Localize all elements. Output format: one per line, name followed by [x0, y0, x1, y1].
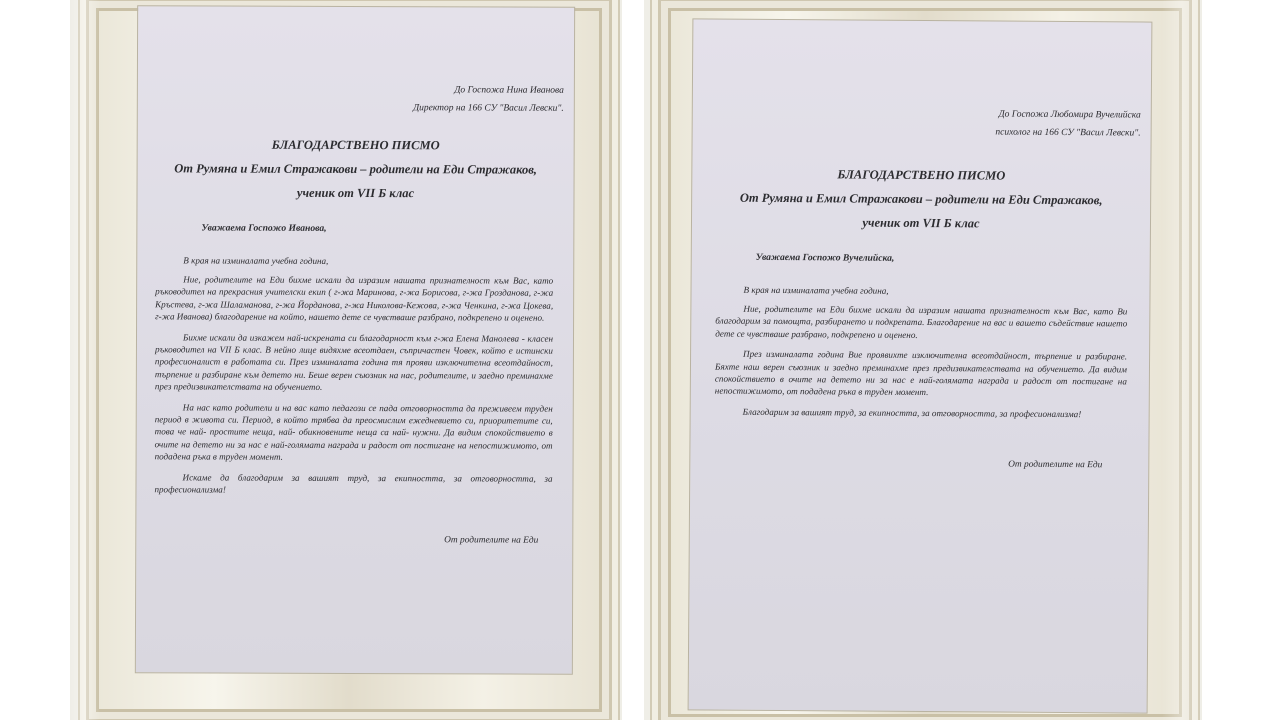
recipient-name: До Госпожа Нина Иванова: [454, 85, 564, 96]
recipient-block: [138, 78, 574, 116]
signature: От родителите на Еди: [1008, 459, 1103, 471]
recipient-name: До Госпожа Любомира Вучелийска: [998, 109, 1141, 121]
title-line-2: От Румяна и Емил Стражакови – родители на Еди Стражаков,: [739, 190, 1103, 208]
recipient-block: [693, 101, 1151, 140]
letter-title: [137, 132, 573, 206]
title-line-3: ученик от VII Б клас: [862, 215, 980, 231]
recipient-role: психолог на 166 СУ "Васил Левски".: [995, 127, 1141, 139]
letter-body: [136, 222, 573, 545]
title-line-3: ученик от VII Б клас: [296, 185, 415, 201]
letter-sheet: [135, 5, 575, 675]
paragraph: Искаме да благодарим за вашият труд, за екипността, за отговорността, за професионализма!: [154, 472, 553, 495]
paragraph: На нас като родители и на вас като педагози се пада отговорността да преживеем труден период в живота си. Период, в който трябва да преосмислим ежедневието си, приоритетите си, това че най- простите неща, най- обикновените неща са най- нужни. Да видим спокойствието в очите на детето ни за нас е най-голямата награда и радост от постигане на непостижимото, от подадена ръка в труден момент.: [154, 402, 553, 463]
letter-body: [690, 251, 1149, 470]
paragraph: Благодарим за вашият труд, за екипността, за отговорността, за професионализма!: [742, 406, 1082, 419]
paragraph: Ние, родителите на Еди бихме искали да изразим нашата признателност към Вас, като Ви благодарим за помощта, разбирането и подкрепата. Благодарение на вас и вашето съдействие нашето дете се чувстваше разбрано, подкрепено и оценено.: [715, 303, 1128, 340]
paragraph: Ние, родителите на Еди бихме искали да изразим нашата признателност към Вас, като ръководител на прекрасния учителски екип ( г-жа Маринова, г-жа Борисова, г-жа Грозданова, г-жа Кръстева, г-жа Шаламанова, г-жа Йорданова, г-жа Николова-Кежова, г-жа Ченкина, г-жа Цокева, г-жа Иванова) благодарение на който, нашето дете се чувстваше разбрано, подкрепено и оценено.: [155, 274, 554, 323]
photo-right-frame: [644, 0, 1202, 720]
title-line-1: БЛАГОДАРСТВЕНО ПИСМО: [837, 167, 1006, 183]
title-line-1: БЛАГОДАРСТВЕНО ПИСМО: [271, 137, 440, 153]
recipient-role: Директор на 166 СУ "Васил Левски".: [413, 103, 564, 114]
signature: От родителите на Еди: [444, 534, 539, 546]
intro-line: В края на изминалата учебна година,: [743, 284, 889, 296]
paragraph: През изминалата година Вие проявихте изключителна всеотдайност, търпение и разбиране. Бяхте наш верен съюзник и заедно преминахме през предизвикателствата на обучението. Да видим спокойствието в очите на детето ни за нас е най-голямата награда и радост от постигане на непостижимото, от подадена ръка в труден момент.: [714, 348, 1128, 398]
letter-title: [692, 161, 1150, 236]
salutation: Уважаема Госпожо Вучелийска,: [755, 251, 895, 264]
paragraph: Бихме искали да изкажем най-искрената си благодарност към г-жа Елена Манолева - класен ръководител на VII Б клас. В нейно лице видяхме всеотдаен, съпричастен Човек, който е истински професионалист в работата си. През изминалата година тя прояви изключителна всеотдайност, търпение и разбиране към детето ни. Беше верен съюзник на нас, родителите, и заедно преминахме през предизвикателствата на обучението.: [154, 332, 554, 393]
title-line-2: От Румяна и Емил Стражакови – родители на Еди Стражаков,: [174, 161, 537, 177]
intro-line: В края на изминалата учебна година,: [183, 255, 329, 266]
salutation: Уважаема Госпожо Иванова,: [201, 222, 327, 234]
photo-left-frame: [70, 0, 622, 720]
letter-sheet: [688, 18, 1153, 713]
